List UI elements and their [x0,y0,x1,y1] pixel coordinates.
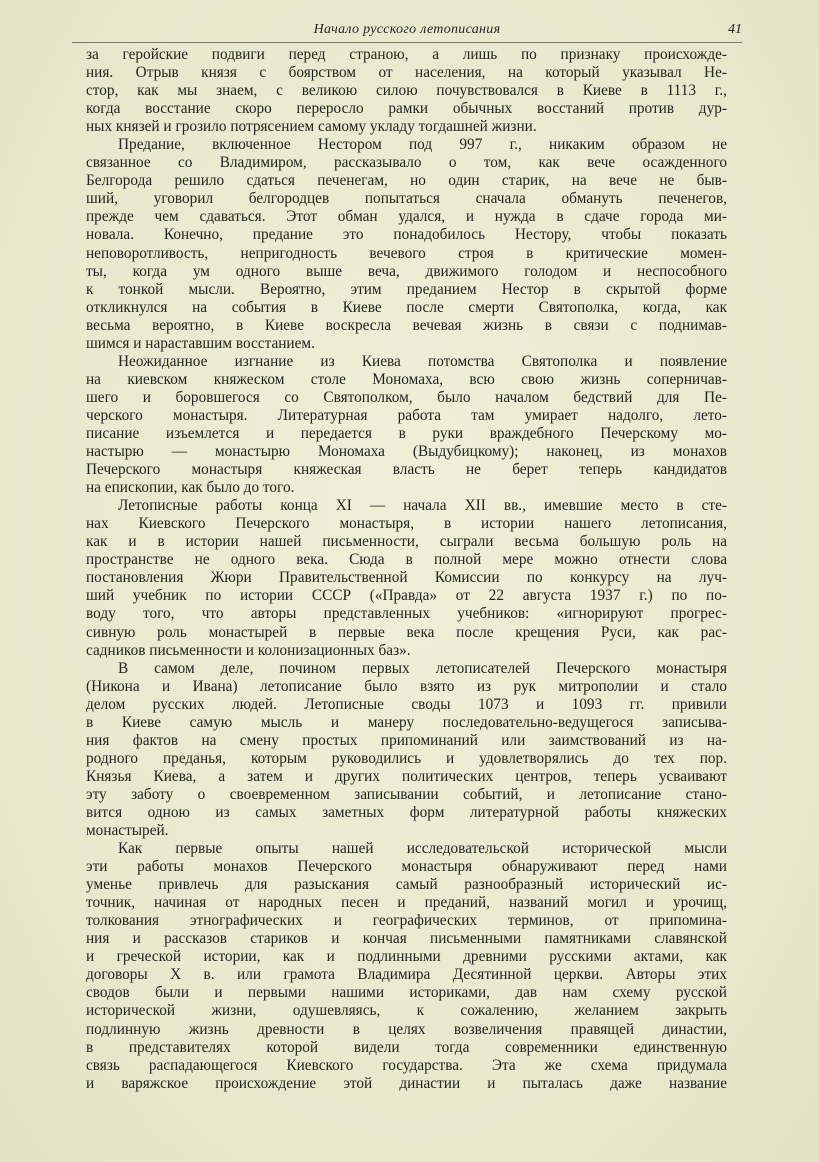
text-line: эти работы монахов Печерского монастыря обнаруживают перед нами [86,858,727,876]
body-text [86,46,727,1093]
text-line: договоры X в. или грамота Владимира Десятинной церкви. Авторы этих [86,966,727,984]
text-line: когда восстание скоро переросло рамки обычных восстаний против дур- [86,100,727,118]
text-line: писание изъемлется и передается в руки враждебного Печерскому мо- [86,424,727,442]
text-line: весьма вероятно, в Киеве воскресла вечевая жизнь в связи с поднимав- [86,316,727,334]
text-line: новала. Конечно, предание это понадобилось Нестору, чтобы показать [86,226,727,244]
text-line: к тонкой мысли. Вероятно, этим преданием Нестор в скрытой форме [86,280,727,298]
text-line: монастырей. [86,822,169,840]
text-line: на епископии, как было до того. [86,479,295,497]
text-line: вится одною из самых заметных форм литературной работы княжеских [86,803,727,821]
text-line: родного преданья, которым руководились и удовлетворялись до тех пор. [86,749,727,767]
paragraph [86,46,727,136]
text-line: постановления Жюри Правительственной Комиссии по конкурсу на луч- [86,569,727,587]
text-line: (Никона и Ивана) летописание было взято из рук митрополии и стало [86,677,727,695]
text-line: настырю — монастырю Мономаха (Выдубицкому); наконец, из монахов [86,443,727,461]
text-line: уменье привлечь для разыскания самый разнообразный исторический ис- [86,876,727,894]
text-line: ных князей и грозило потрясением самому укладу тогдашней жизни. [86,118,537,136]
text-line: ния и рассказов стариков и кончая письменными памятниками славянской [86,930,727,948]
text-line: шего и боровшегося со Святополком, было началом бедствий для Пе- [86,388,727,406]
text-line: связанное со Владимиром, рассказывало о том, как вече осажденного [86,154,727,172]
text-line: связь распадающегося Киевского государства. Эта же схема придумала [86,1056,727,1074]
text-line: Князья Киева, а затем и других политических центров, теперь усваивают [86,767,727,785]
text-line: точник, начиная от народных песен и преданий, названий могил и урочищ, [86,894,727,912]
running-header [72,22,742,42]
text-line: ты, когда ум одного выше веча, движимого голодом и неспособного [86,262,727,280]
paragraph [86,660,727,840]
text-line: В самом деле, почином первых летописателей Печерского монастыря [118,659,727,677]
text-line: в Киеве самую мысль и манеру последовательно-ведущегося записыва- [86,713,727,731]
text-line: воду того, что авторы представленных учебников: «игнорируют прогрес- [86,605,727,623]
text-line: в представителях которой видели тогда современники единственную [86,1038,727,1056]
text-line: пространстве не одного века. Сюда в полной мере можно отнести слова [86,551,727,569]
text-line: исторической жизни, одушевляясь, к сожалению, желанием закрыть [86,1002,727,1020]
text-line: ший, уговорил белгородцев попытаться сначала обмануть печенегов, [86,190,727,208]
text-line: ния фактов на смену простых припоминаний или заимствований из на- [86,731,727,749]
text-line: за геройские подвиги перед страною, а лишь по признаку происхожде- [86,46,727,63]
text-line: и греческой истории, как и подлинными древними русскими актами, как [86,948,727,966]
text-line: и варяжское происхождение этой династии и пыталась даже название [86,1074,727,1092]
text-line: сивную роль монастырей в первые века после крещения Руси, как рас- [86,623,727,641]
text-line: толкования этнографических и географических терминов, от припомина- [86,912,727,930]
paragraph [86,353,727,497]
text-line: подлинную жизнь древности в целях возвеличения правящей династии, [86,1020,727,1038]
text-line: Белгорода решило сдаться печенегам, но один старик, на вече не быв- [86,172,727,190]
text-line: черского монастыря. Литературная работа там умирает надолго, лето- [86,406,727,424]
text-line: как и в истории нашей письменности, сыграли весьма большую роль на [86,533,727,551]
text-line: делом русских людей. Летописные своды 1073 и 1093 гг. привили [86,695,727,713]
text-line: шимся и нараставшим восстанием. [86,334,315,352]
header-rule [72,42,742,43]
page-number: 41 [728,22,742,37]
text-line: прежде чем сдаваться. Этот обман удался, и нужда в сдаче города ми- [86,208,727,226]
text-line: ший учебник по истории СССР («Правда» от 22 августа 1937 г.) по по- [86,587,727,605]
text-line: Печерского монастыря княжеская власть не берет теперь кандидатов [86,461,727,479]
text-line: откликнулся на события в Киеве после смерти Святополка, когда, как [86,298,727,316]
text-line: стор, как мы знаем, с великою силою почувствовался в Киеве в 1113 г., [86,82,727,100]
paragraph [86,136,727,353]
text-line: Как первые опыты нашей исследовательской исторической мысли [118,840,727,858]
running-title: Начало русского летописания [313,22,501,37]
text-line: ния. Отрыв князя с боярством от населения, на который указывал Не- [86,64,727,82]
paragraph [86,840,727,1093]
text-line: неповоротливость, непригодность вечевого строя в критические момен- [86,244,727,262]
text-line: садников письменности и колонизационных баз». [86,641,411,659]
text-line: нах Киевского Печерского монастыря, в истории нашего летописания, [86,515,727,533]
text-line: Летописные работы конца XI — начала XII вв., имевшие место в сте- [118,497,727,515]
text-line: сводов были и первыми нашими историками, дав нам схему русской [86,984,727,1002]
paragraph [86,497,727,659]
text-line: эту заботу о своевременном записывании событий, и летописание стано- [86,785,727,803]
text-line: на киевском княжеском столе Мономаха, всю свою жизнь соперничав- [86,370,727,388]
text-line: Неожиданное изгнание из Киева потомства Святополка и появление [118,352,727,370]
text-line: Предание, включенное Нестором под 997 г., никаким образом не [118,136,727,154]
